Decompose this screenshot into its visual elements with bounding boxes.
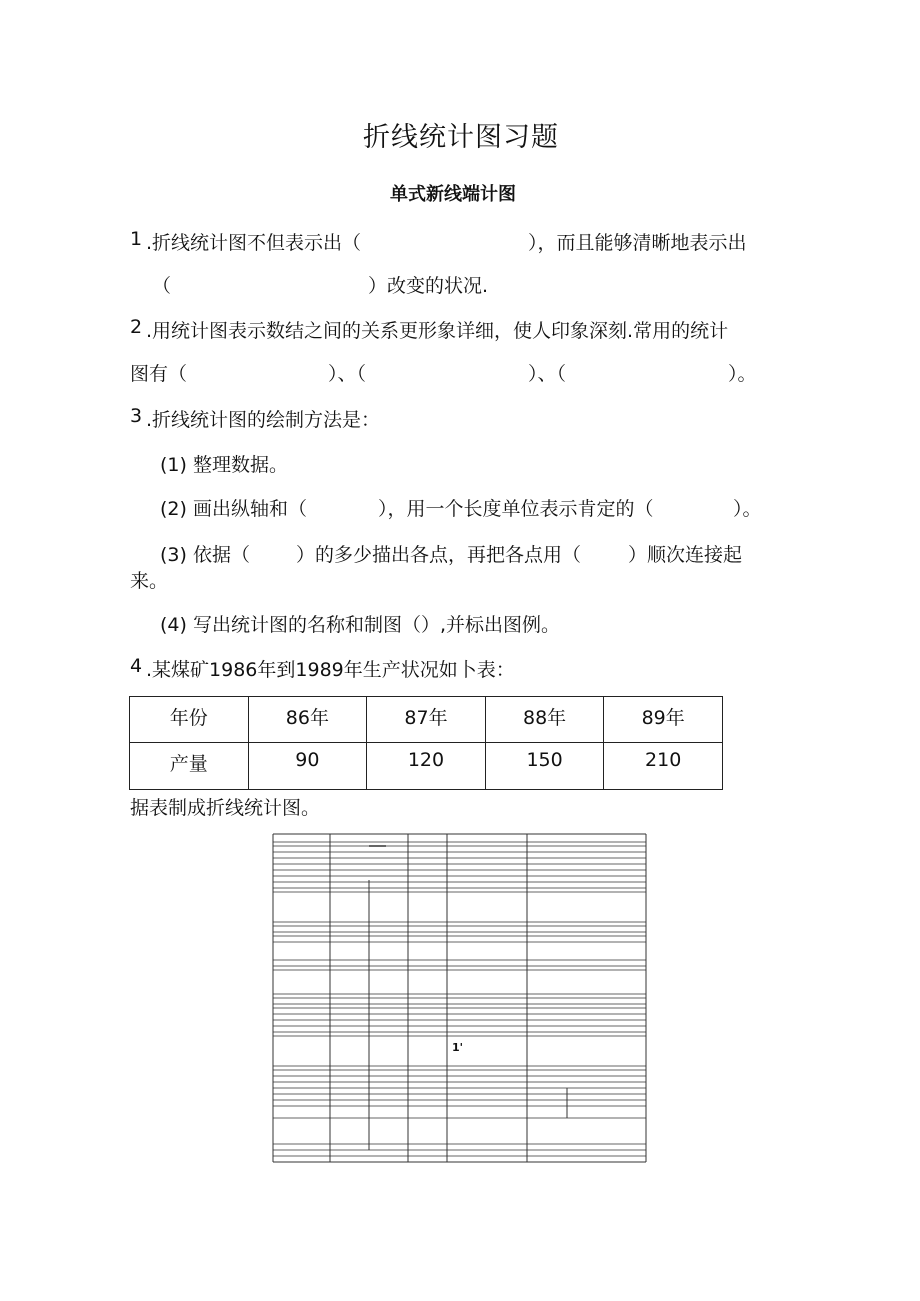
q4-number: 4	[130, 655, 143, 677]
q3-step-3d: 来。	[130, 570, 169, 592]
q4-instruction: 据表制成折线统计图。	[130, 797, 321, 819]
q2-text-c: ）、（	[328, 363, 367, 385]
q3-step-4: (4) 写出统计图的名称和制图（）,并标出图例。	[160, 614, 560, 636]
q3-text-a: .折线统计图的绘制方法是：	[146, 409, 381, 431]
q3-step-2c: ）。	[733, 498, 762, 520]
q2-text-d: ）、（	[528, 363, 567, 385]
q1-text-c: （	[152, 275, 172, 297]
q3-step-3c: ）顺次连接起	[628, 544, 743, 566]
q2-text-b: 图有（	[130, 363, 188, 385]
q3-number: 3	[130, 405, 143, 427]
page-title: 折线统计图习题	[363, 122, 559, 153]
q1-text-b: ），而且能够清晰地表示出	[528, 232, 747, 254]
q3-step-2a: (2) 画出纵轴和（	[160, 498, 307, 520]
q1-text-d: ）改变的状况.	[368, 275, 489, 297]
table-cell: 210	[604, 743, 723, 790]
q3-step-3a: (3) 依据（	[160, 544, 250, 566]
q3-step-3b: ）的多少描出各点，再把各点用（	[296, 544, 582, 566]
q2-number: 2	[130, 316, 143, 338]
q3-step-2b: ），用一个长度单位表示肯定的（	[378, 498, 654, 520]
grid-mark: 1'	[452, 1041, 464, 1054]
table-cell: 120	[367, 743, 486, 790]
q4-text-a: .某煤矿1986年到1989年生产状况如卜表：	[146, 659, 515, 681]
q1-text-a: .折线统计图不但表示出（	[146, 232, 362, 254]
q2-text-a: .用统计图表示数结之间的关系更形象详细，使人印象深刻.常用的统计	[146, 320, 729, 342]
table-cell: 90	[248, 743, 367, 790]
q3-step-1: (1) 整理数据。	[160, 454, 288, 476]
table-cell: 产量	[130, 743, 249, 790]
table-cell: 年份	[130, 697, 249, 743]
table-cell: 150	[485, 743, 604, 790]
table-cell: 88年	[485, 697, 604, 743]
table-cell: 86年	[248, 697, 367, 743]
page-subtitle: 单式新线端计图	[390, 184, 516, 205]
q1-number: 1	[130, 228, 143, 250]
table-cell: 89年	[604, 697, 723, 743]
table-cell: 87年	[367, 697, 486, 743]
q2-text-e: ）。	[728, 363, 757, 385]
